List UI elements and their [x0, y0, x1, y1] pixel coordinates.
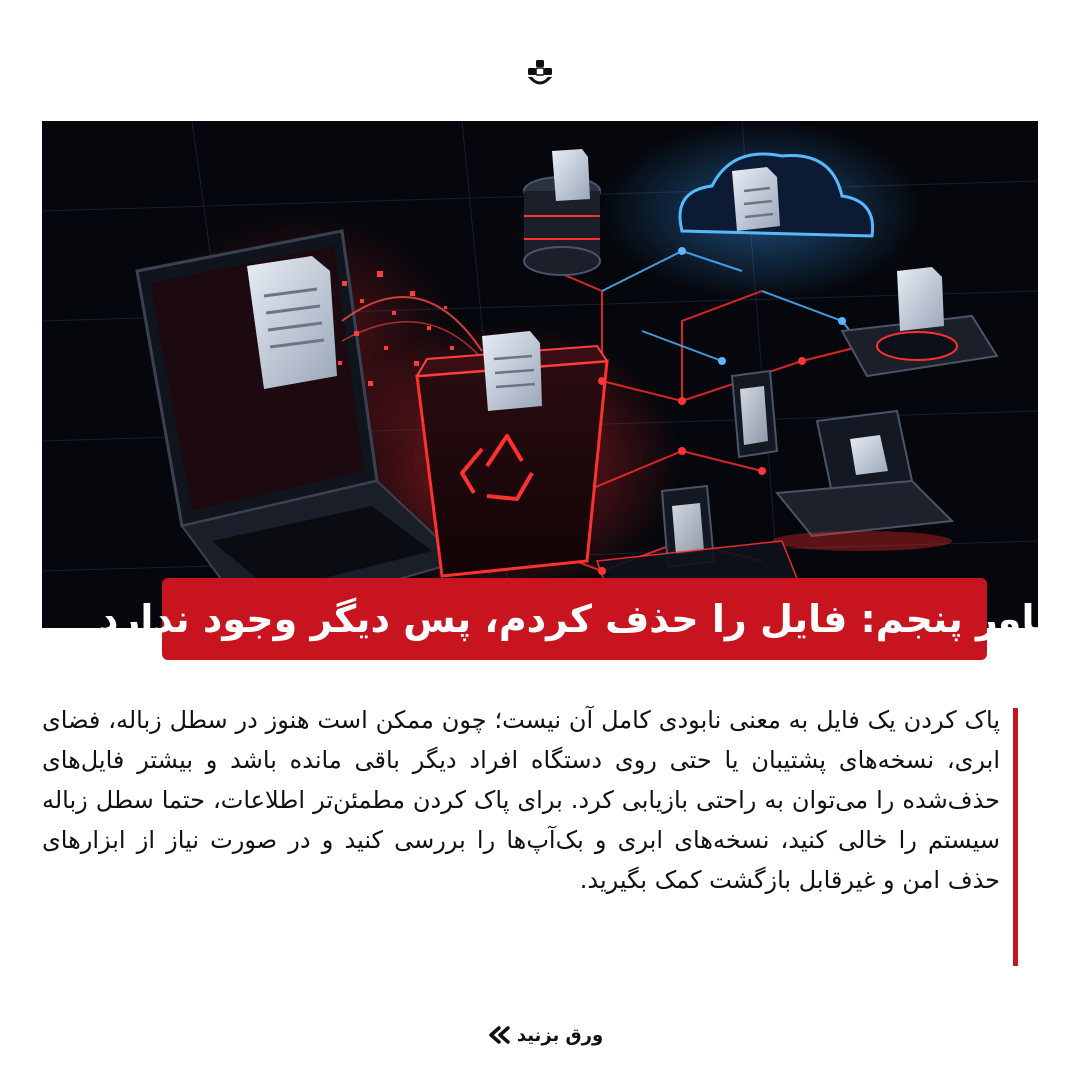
swipe-hint[interactable] — [480, 1018, 610, 1052]
double-chevron-left-icon — [487, 1026, 511, 1044]
accent-bar — [1013, 708, 1018, 966]
file-deletion-illustration — [42, 121, 1038, 628]
body-paragraph: پاک کردن یک فایل به معنی نابودی کامل آن نیست؛ چون ممکن است هنوز در سطل زباله، فضای ابری، نسخه‌های پشتیبان یا حتی روی دستگاه افراد دیگر باقی مانده باشد و بیشتر فایل‌های حذف‌شده را می‌توان به راحتی بازیابی کرد. برای پاک کردن مطمئن‌تر اطلاعات، حتما سطل زباله سیستم را خالی کنید، نسخه‌های ابری و بک‌آپ‌ها را بررسی کنید و در صورت نیاز از ابزارهای حذف امن و غیرقابل بازگشت کمک بگیرید. — [42, 706, 1000, 894]
title-banner — [99, 578, 1050, 660]
brand-logo-icon — [522, 58, 558, 90]
page-title: باور پنجم: فایل را حذف کردم، پس دیگر وجود ندارد — [99, 597, 1050, 641]
hero-image — [42, 121, 1038, 628]
swipe-label: ورق بزنید — [516, 1024, 604, 1046]
